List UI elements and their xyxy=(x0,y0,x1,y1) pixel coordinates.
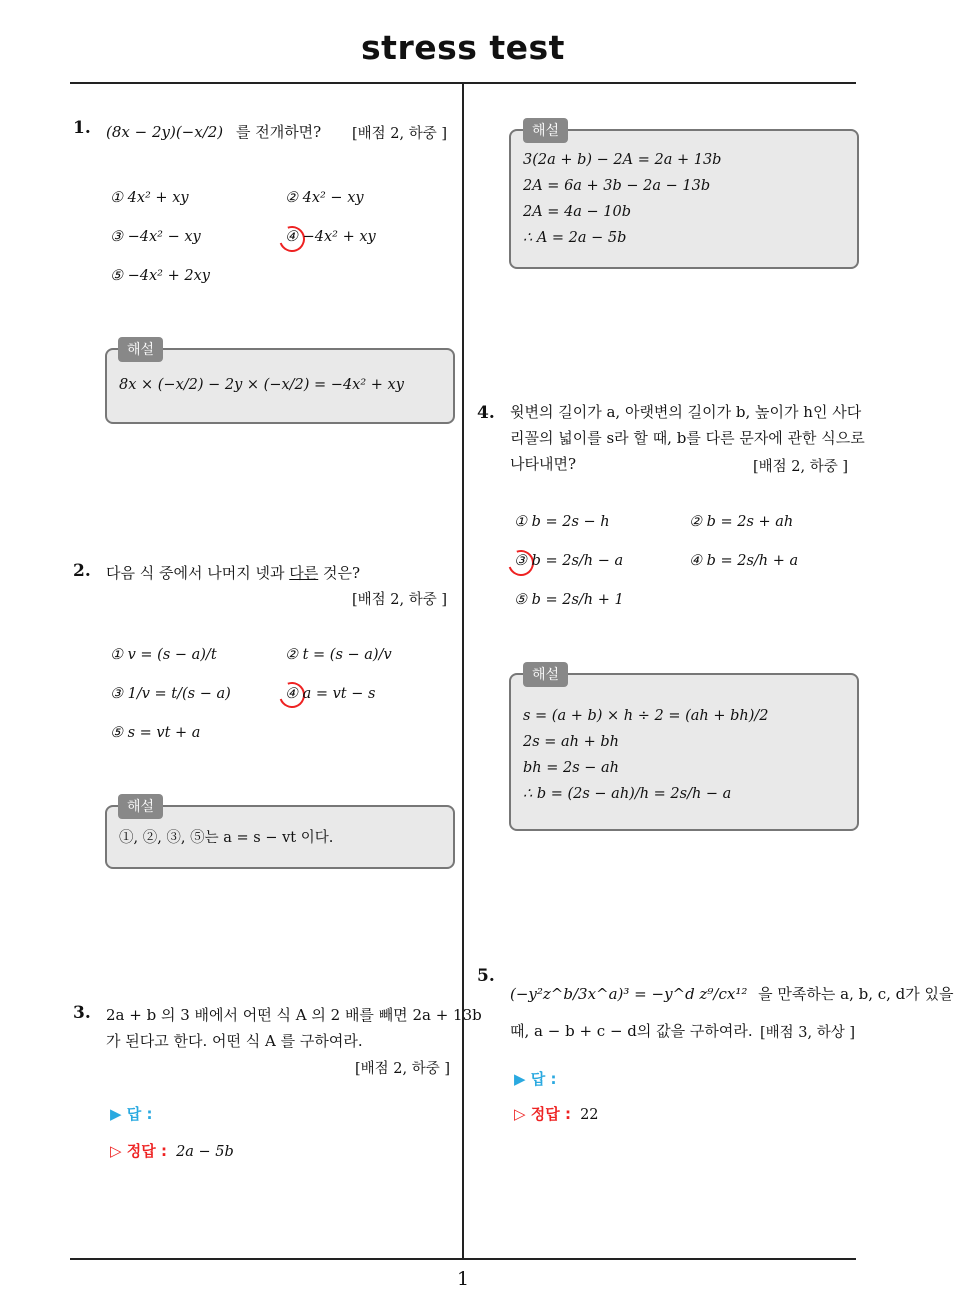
q3-line-2: 가 된다고 한다. 어떤 식 A 를 구하여라. xyxy=(106,1032,363,1050)
q3-solution-line-4: ∴ A = 2a − 5b xyxy=(523,230,627,246)
q5-expression: (−y²z^b/3x^a)³ = −y^d z⁹/cx¹² xyxy=(510,985,748,1003)
q1-expression: (8x − 2y)(−x/2) xyxy=(106,123,224,141)
q2-option-3[interactable]: ③ 1/v = t/(s − a) xyxy=(110,686,231,702)
page-title: stress test xyxy=(361,28,565,67)
q2-stem xyxy=(106,559,360,587)
q2-number: 2. xyxy=(73,561,91,581)
q2-option-2[interactable]: ② t = (s − a)/v xyxy=(285,647,392,663)
q1-option-5[interactable]: ⑤ −4x² + 2xy xyxy=(110,268,210,284)
q2-solution-tag: 해설 xyxy=(118,794,163,819)
q1-text: 를 전개하면? xyxy=(235,123,322,141)
q1-option-2[interactable]: ② 4x² − xy xyxy=(285,190,364,206)
q2-option-1[interactable]: ① v = (s − a)/t xyxy=(110,647,217,663)
q2-solution-text: ①, ②, ③, ⑤는 a = s − vt 이다. xyxy=(119,830,334,846)
q3-answer-label: ▶ 답 : xyxy=(110,1105,153,1123)
q5-answer-label: ▶ 답 : xyxy=(514,1070,557,1088)
q4-solution-line-4: ∴ b = (2s − ah)/h = 2s/h − a xyxy=(523,786,732,802)
q4-option-2[interactable]: ② b = 2s + ah xyxy=(689,514,794,530)
q5-correct-label: ▷ 정답 : xyxy=(514,1105,571,1123)
q2-text-a: 다음 식 중에서 나머지 넷과 xyxy=(106,564,290,582)
q4-line-1: 윗변의 길이가 a, 아랫변의 길이가 b, 높이가 h인 사다 xyxy=(510,403,862,421)
q4-line-2: 리꼴의 넓이를 s라 할 때, b를 다른 문자에 관한 식으로 xyxy=(510,429,865,447)
q3-solution-line-1: 3(2a + b) − 2A = 2a + 13b xyxy=(523,152,722,168)
q5-text: 을 만족하는 a, b, c, d가 있을 xyxy=(758,985,954,1003)
q4-solution-line-2: 2s = ah + bh xyxy=(523,734,620,750)
q4-solution-line-3: bh = 2s − ah xyxy=(523,760,620,776)
q4-solution-box xyxy=(509,673,859,831)
q4-solution-line-1: s = (a + b) × h ÷ 2 = (ah + bh)/2 xyxy=(523,708,769,724)
page-number: 1 xyxy=(456,1268,470,1290)
q3-correct-answer xyxy=(110,1140,234,1161)
q4-line-3: 나타내면? xyxy=(510,455,577,473)
q3-solution-tag: 해설 xyxy=(523,118,568,143)
column-divider xyxy=(462,83,464,1259)
q2-option-4[interactable]: ④ a = vt − s xyxy=(285,686,376,702)
q4-points: [배점 2, 하중 ] xyxy=(753,459,849,475)
q5-points: [배점 3, 하상 ] xyxy=(760,1025,856,1041)
q2-text-b: 것은? xyxy=(318,564,361,582)
q4-solution-tag: 해설 xyxy=(523,662,568,687)
bottom-rule xyxy=(70,1258,856,1260)
q1-points: [배점 2, 하중 ] xyxy=(352,126,448,142)
q4-option-5[interactable]: ⑤ b = 2s/h + 1 xyxy=(514,592,624,608)
q4-option-4[interactable]: ④ b = 2s/h + a xyxy=(689,553,799,569)
q2-text-underlined: 다른 xyxy=(289,564,319,582)
q1-option-4[interactable]: ④ −4x² + xy xyxy=(285,229,376,245)
q4-option-3[interactable]: ③ b = 2s/h − a xyxy=(514,553,624,569)
q5-line-2: 때, a − b + c − d의 값을 구하여라. xyxy=(510,1022,753,1040)
q3-solution-box xyxy=(509,129,859,269)
q3-correct-value: 2a − 5b xyxy=(176,1144,234,1160)
q2-option-5[interactable]: ⑤ s = vt + a xyxy=(110,725,201,741)
q3-points: [배점 2, 하중 ] xyxy=(355,1061,451,1077)
q3-solution-line-3: 2A = 4a − 10b xyxy=(523,204,632,220)
q1-option-1[interactable]: ① 4x² + xy xyxy=(110,190,189,206)
q1-number: 1. xyxy=(73,118,91,138)
q2-points: [배점 2, 하중 ] xyxy=(352,592,448,608)
q4-option-1[interactable]: ① b = 2s − h xyxy=(514,514,610,530)
q5-correct-value: 22 xyxy=(580,1107,599,1123)
q1-solution-tag: 해설 xyxy=(118,337,163,362)
q5-stem xyxy=(510,980,954,1008)
q5-correct-answer xyxy=(514,1103,599,1124)
q3-solution-line-2: 2A = 6a + 3b − 2a − 13b xyxy=(523,178,711,194)
q3-number: 3. xyxy=(73,1003,91,1023)
q1-solution-text: 8x × (−x/2) − 2y × (−x/2) = −4x² + xy xyxy=(119,377,404,393)
q1-option-3[interactable]: ③ −4x² − xy xyxy=(110,229,201,245)
q4-number: 4. xyxy=(477,403,495,423)
q5-number: 5. xyxy=(477,966,495,986)
q3-correct-label: ▷ 정답 : xyxy=(110,1142,167,1160)
q1-stem xyxy=(106,118,321,146)
q3-line-1: 2a + b 의 3 배에서 어떤 식 A 의 2 배를 빼면 2a + 13b xyxy=(106,1006,482,1024)
